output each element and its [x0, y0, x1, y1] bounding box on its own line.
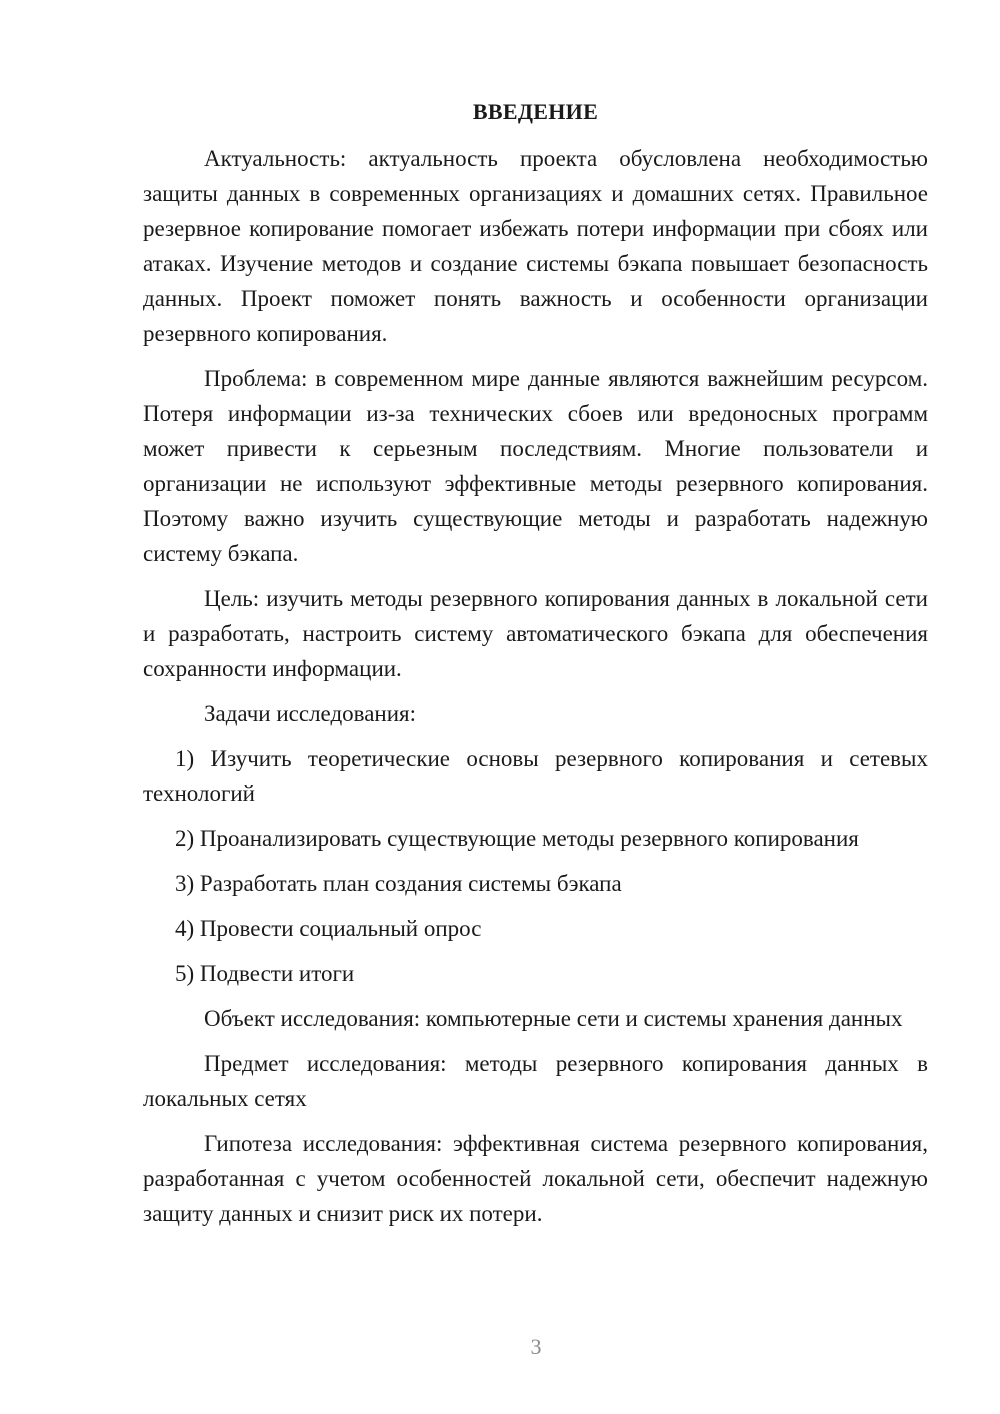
- task-item: 5) Подвести итоги: [175, 961, 355, 986]
- task-item: 4) Провести социальный опрос: [175, 916, 482, 941]
- paragraph-subject: Предмет исследования: методы резервного копирования данных в локальных сетях: [143, 1051, 928, 1111]
- paragraph-hypothesis: Гипотеза исследования: эффективная система резервного копирования, разработанная с учетом особенностей локальной сети, обеспечит надежную защиту данных и снизит риск их потери.: [143, 1131, 928, 1226]
- paragraph-relevance: Актуальность: актуальность проекта обусловлена необходимостью защиты данных в современных организациях и домашних сетях. Правильное резервное копирование помогает избежать потери информации при сбоях или атаках. Изучение методов и создание системы бэкапа повышает безопасность данных. Проект поможет понять важность и особенности организации резервного копирования.: [143, 146, 928, 346]
- paragraph-goal: Цель: изучить методы резервного копирования данных в локальной сети и разработать, настроить систему автоматического бэкапа для обеспечения сохранности информации.: [143, 586, 928, 681]
- task-item: 2) Проанализировать существующие методы резервного копирования: [175, 826, 859, 851]
- task-item: 3) Разработать план создания системы бэкапа: [175, 871, 622, 896]
- page-number: 3: [530, 1334, 542, 1359]
- paragraph-problem: Проблема: в современном мире данные являются важнейшим ресурсом. Потеря информации из-за технических сбоев или вредоносных программ может привести к серьезным последствиям. Многие пользователи и организации не используют эффективные методы резервного копирования. Поэтому важно изучить существующие методы и разработать надежную систему бэкапа.: [143, 366, 928, 566]
- paragraph-object: Объект исследования: компьютерные сети и системы хранения данных: [204, 1006, 903, 1031]
- task-item: 1) Изучить теоретические основы резервного копирования и сетевых технологий: [143, 746, 928, 806]
- section-title: ВВЕДЕНИЕ: [472, 99, 599, 124]
- page-content: [143, 94, 928, 1241]
- tasks-heading: Задачи исследования:: [204, 701, 417, 726]
